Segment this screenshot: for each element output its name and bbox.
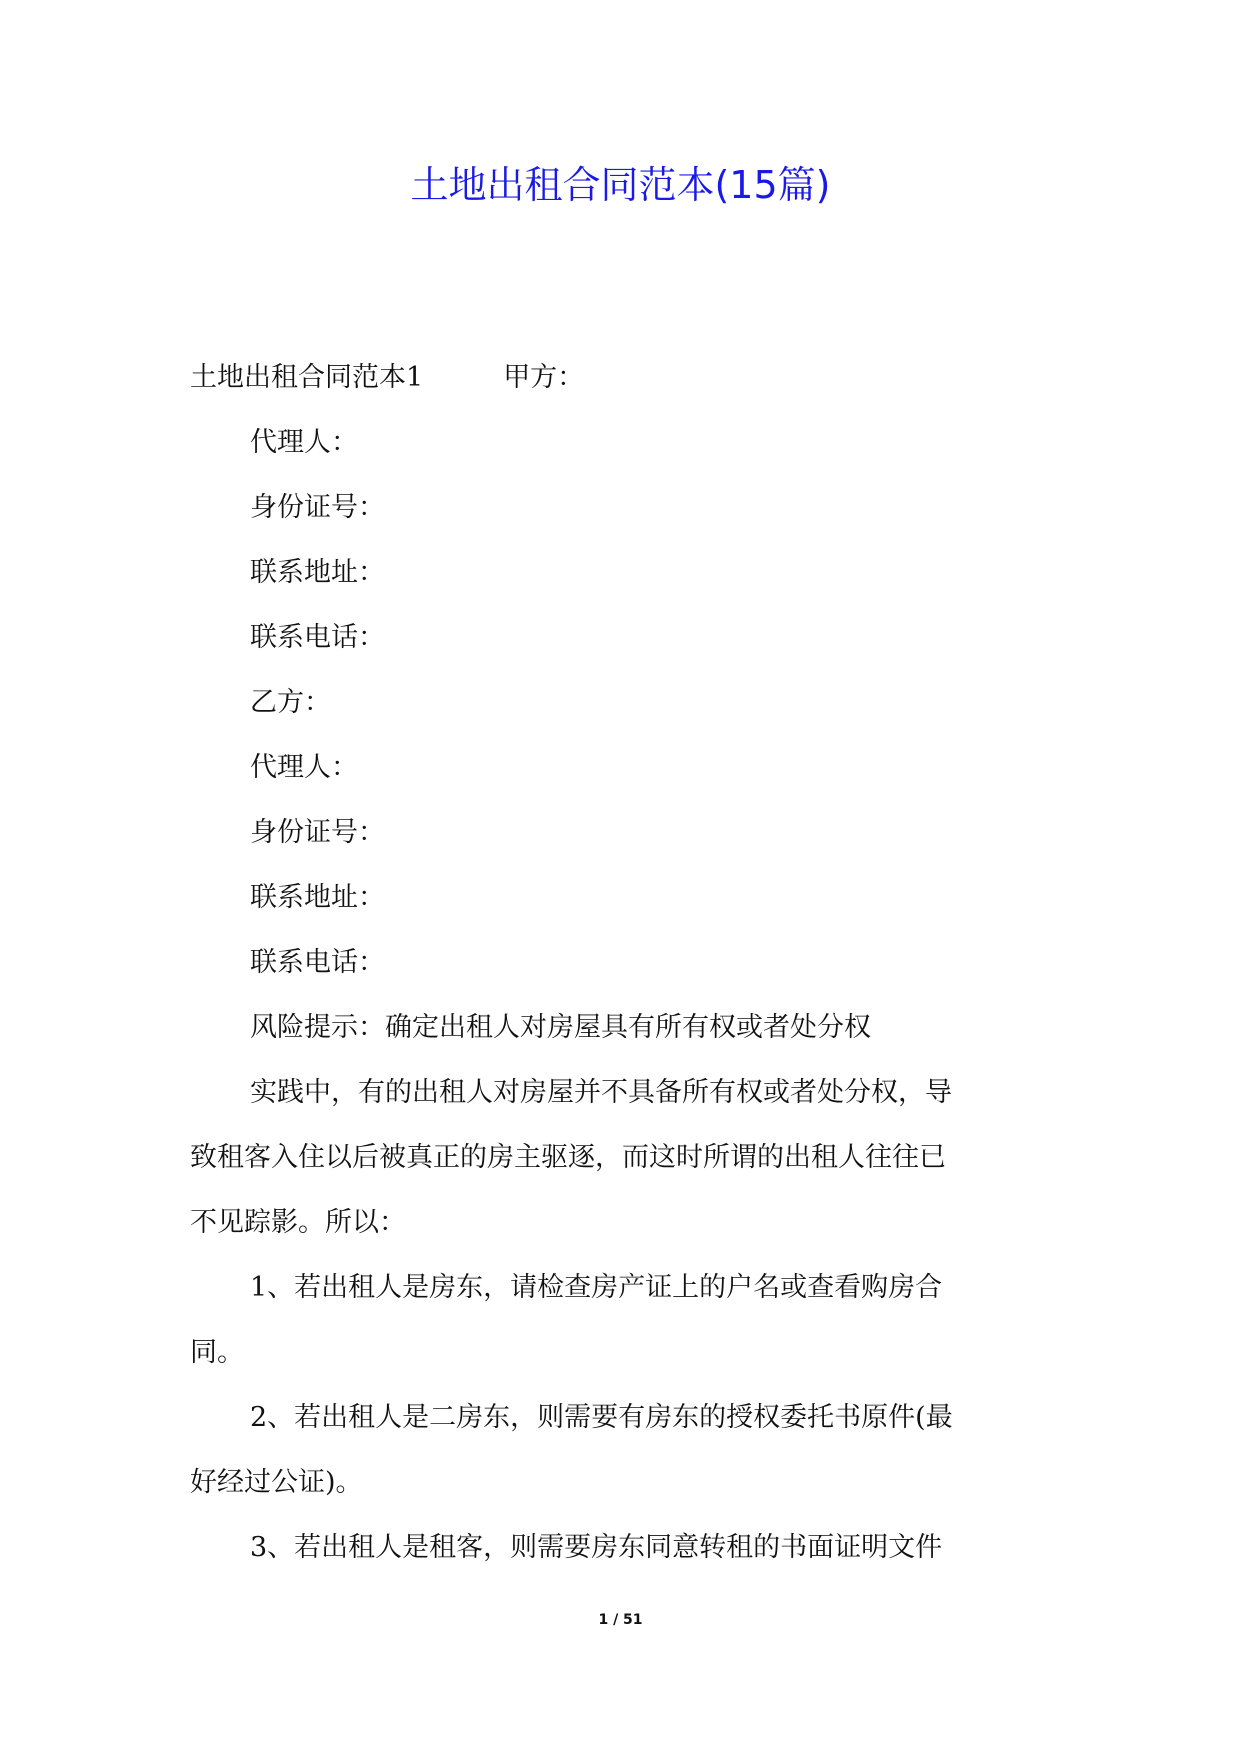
address-b-label: 联系地址：	[250, 882, 385, 913]
phone-b-label: 联系电话：	[250, 947, 385, 978]
list-item-3-line: 3、若出租人是租客，则需要房东同意转租的书面证明文件	[250, 1532, 943, 1563]
id-number-b-label: 身份证号：	[250, 817, 385, 848]
phone-a-label: 联系电话：	[250, 622, 385, 653]
list-item-2-line: 2、若出租人是二房东，则需要有房东的授权委托书原件(最	[250, 1402, 953, 1433]
address-a-label: 联系地址：	[250, 557, 385, 588]
page-number: 1 / 51	[598, 1612, 643, 1628]
id-number-a-label: 身份证号：	[250, 492, 385, 523]
party-a-label: 甲方：	[503, 362, 585, 393]
list-item-1-line: 1、若出租人是房东，请检查房产证上的户名或查看购房合	[250, 1272, 943, 1303]
party-b-label: 乙方：	[250, 687, 331, 718]
paragraph-line: 致租客入住以后被真正的房主驱逐，而这时所谓的出租人往往已	[190, 1142, 946, 1173]
risk-warning: 风险提示：确定出租人对房屋具有所有权或者处分权	[250, 1012, 871, 1043]
document-title: 土地出租合同范本(15篇)	[410, 163, 831, 207]
agent-b-label: 代理人：	[250, 752, 358, 783]
contract-heading: 土地出租合同范本1	[190, 362, 424, 393]
agent-a-label: 代理人：	[250, 427, 358, 458]
paragraph-line: 实践中，有的出租人对房屋并不具备所有权或者处分权，导	[250, 1077, 952, 1108]
list-item-1-line: 同。	[190, 1337, 244, 1368]
list-item-2-line: 好经过公证)。	[190, 1467, 363, 1498]
paragraph-line: 不见踪影。所以：	[190, 1207, 406, 1238]
first-line	[190, 358, 584, 398]
